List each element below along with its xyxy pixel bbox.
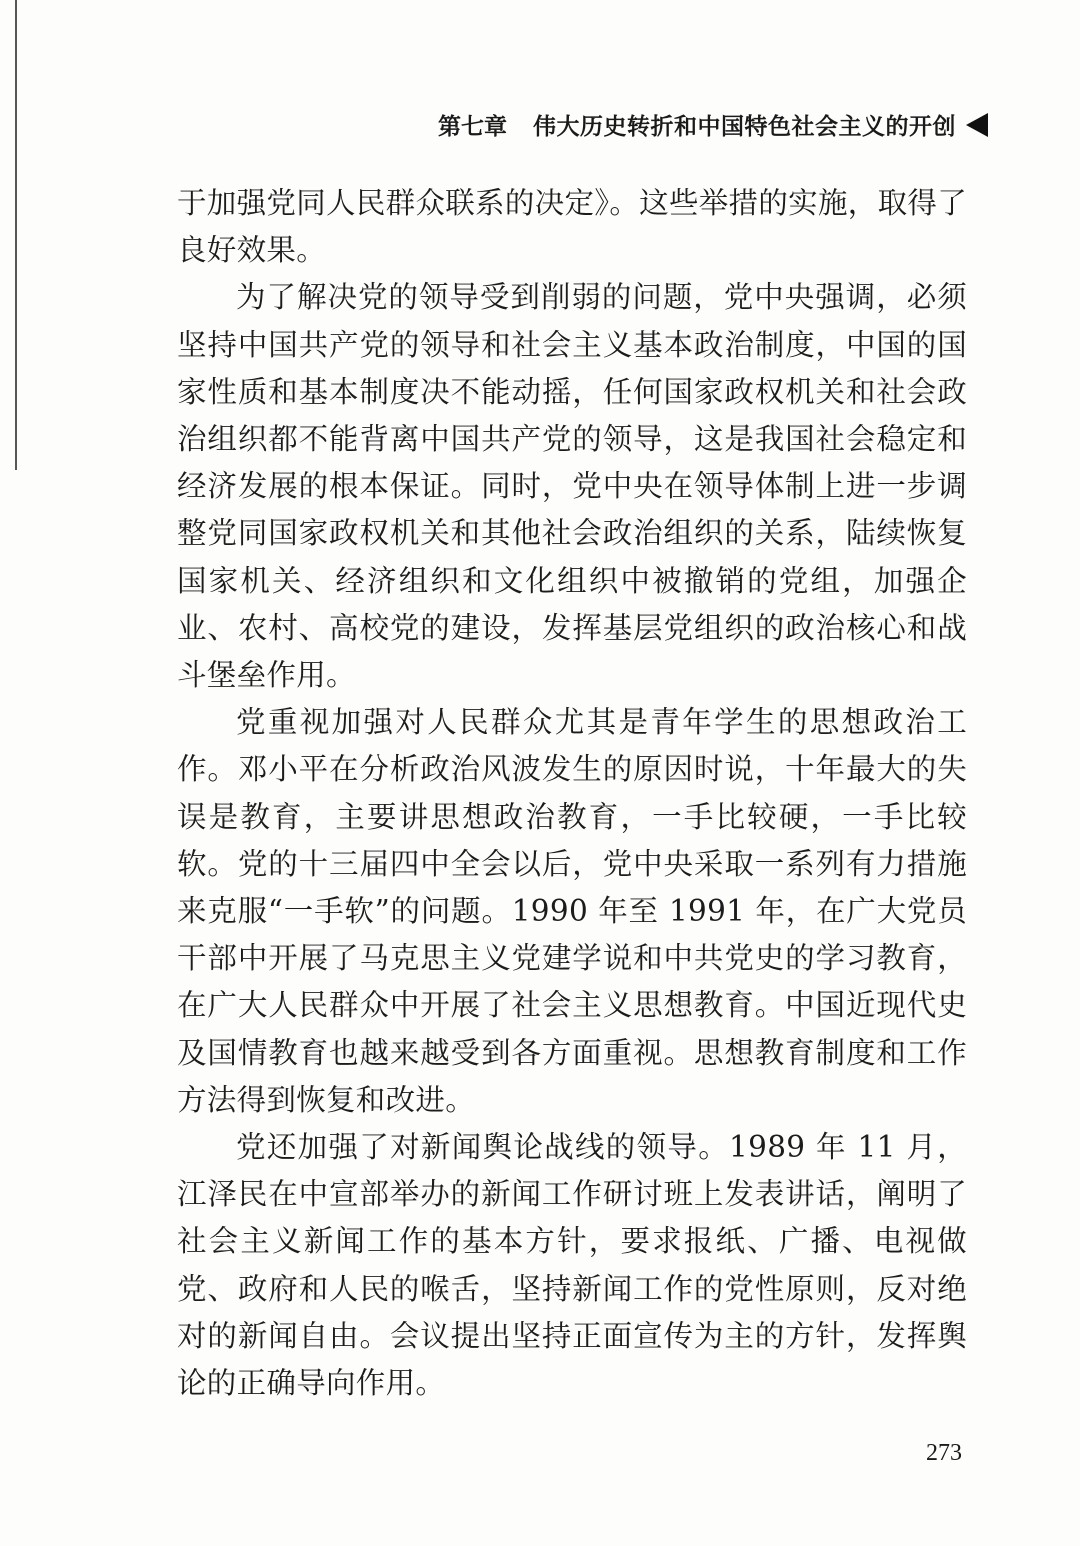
paragraph: 为了解决党的领导受到削弱的问题，党中央强调，必须坚持中国共产党的领导和社会主义基本政治制度，中国的国家性质和基本制度决不能动摇，任何国家政权机关和社会政治组织都不能背离中国共产党的领导，这是我国社会稳定和经济发展的根本保证。同时，党中央在领导体制上进一步调整党同国家政权机关和其他社会政治组织的关系，陆续恢复国家机关、经济组织和文化组织中被撤销的党组，加强企业、农村、高校党的建设，发挥基层党组织的政治核心和战斗堡垒作用。	[177, 280, 967, 693]
paragraph-continuation: 于加强党同人民群众联系的决定》。这些举措的实施，取得了良好效果。	[177, 186, 967, 268]
page-number: 273	[926, 1440, 962, 1466]
body-text	[177, 180, 967, 1407]
binding-edge-line	[15, 0, 17, 470]
paragraph: 党重视加强对人民群众尤其是青年学生的思想政治工作。邓小平在分析政治风波发生的原因时说，十年最大的失误是教育，主要讲思想政治教育，一手比较硬，一手比较软。党的十三届四中全会以后，党中央采取一系列有力措施来克服“一手软”的问题。1990 年至 1991 年，在广大党员干部中开展了马克思主义党建学说和中共党史的学习教育，在广大人民群众中开展了社会主义思想教育。中国近现代史及国情教育也越来越受到各方面重视。思想教育制度和工作方法得到恢复和改进。	[177, 705, 967, 1117]
running-header	[438, 108, 988, 141]
chapter-title: 伟大历史转折和中国特色社会主义的开创	[533, 114, 956, 140]
paragraph: 党还加强了对新闻舆论战线的领导。1989 年 11 月，江泽民在中宣部举办的新闻工作研讨班上发表讲话，阐明了社会主义新闻工作的基本方针，要求报纸、广播、电视做党、政府和人民的喉舌，坚持新闻工作的党性原则，反对绝对的新闻自由。会议提出坚持正面宣传为主的方针，发挥舆论的正确导向作用。	[177, 1130, 967, 1401]
chapter-label: 第七章	[438, 114, 507, 140]
left-triangle-marker-icon	[966, 113, 988, 137]
